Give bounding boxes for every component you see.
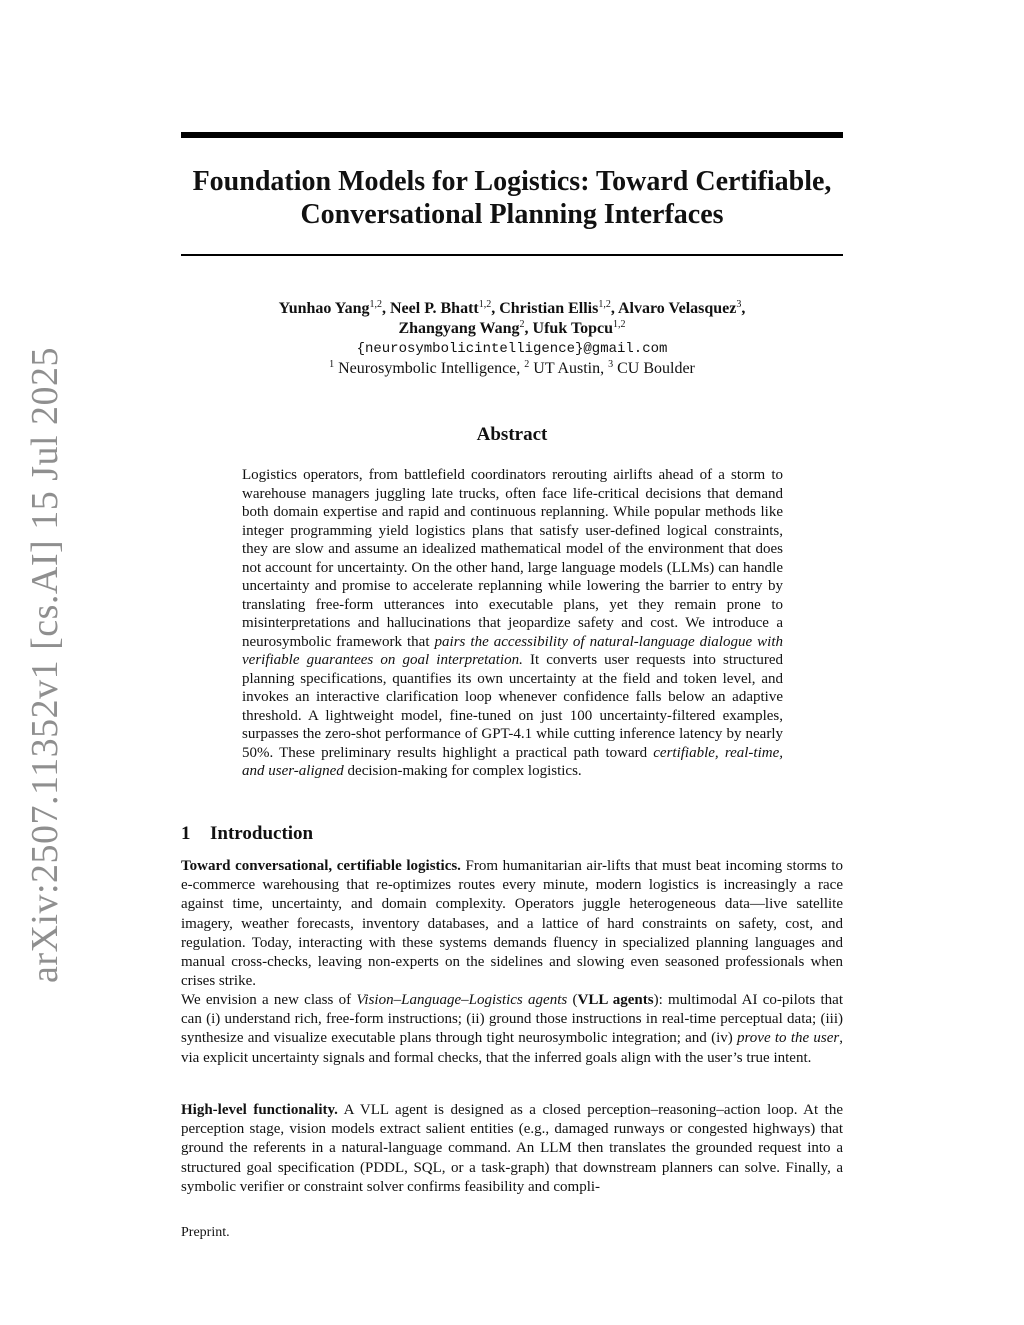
author-name: Yunhao Yang [278,300,370,317]
footer-note: Preprint. [181,1225,230,1240]
section-title: Introduction [210,823,314,844]
author-name: Christian Ellis [499,300,599,317]
author-name: Ufuk Topcu [532,320,614,337]
paragraph-lead: Toward conversational, certifiable logistics. [181,858,461,874]
author-affiliation-mark: 1,2 [598,299,611,310]
paragraph-lead: High-level functionality. [181,1102,338,1118]
author-line-1: Yunhao Yang$^{1,2}$, Neel P. Bhatt$^{1,2}$, Christian Ellis$^{1,2}$, Alvaro Velasquez$^3$, [278,299,746,317]
author-name: Neel P. Bhatt [389,300,479,317]
author-block [181,299,843,379]
author-affiliation-mark: 1,2 [478,299,492,310]
contact-email: {neurosymbolicintelligence}@gmail.com [356,341,668,357]
abstract-text: Logistics operators, from battlefield coordinators rerouting airlifts ahead of a storm to warehouse managers juggling late trucks, often face life-critical decisions that demand both domain expertise and rapid and continuous replanning. While popular methods like integer programming yield logistics plans that satisfy user-defined logical constraints, they are slow and assume an idealized mathematical model of the environment that does not account for uncertainty. On the other hand, large language models (LLMs) can handle uncertainty and promise to accelerate replanning while lowering the barrier to entry by translating free-form utterances into executable plans, yet they remain prone to misinterpretations and hallucinations that jeopardize safety and cost. We introduce a neurosymbolic framework that pairs the accessibility of natural-language dialogue with verifiable guarantees on goal interpretation. It converts user requests into structured planning specifications, quantifies its own uncertainty at the field and token level, and invokes an interactive clarification loop whenever confidence falls below an adaptive threshold. A lightweight model, fine-tuned on just 100 uncertainty-filtered examples, surpasses the zero-shot performance of GPT-4.1 while cutting inference latency by nearly 50%. These preliminary results highlight a practical path toward certifiable, real-time, and user-aligned decision-making for complex logistics. [242,467,784,779]
paragraph-emphasis: Vision–Language–Logistics agents [356,992,568,1008]
abstract-emphasis: pairs the accessibility of natural-language dialogue with verifiable guarantees on goal interpretation. [242,633,783,668]
title-bottom-rule [181,254,843,256]
paper-title-line-1: Foundation Models for Logistics: Toward Certifiable, [192,166,832,197]
abstract-heading: Abstract [476,424,548,445]
author-affiliation-mark: 1,2 [369,299,382,310]
paper-title [181,165,843,231]
section-heading-introduction [181,822,843,846]
author-affiliation-mark: 2 [519,319,525,330]
section-number: 1 [181,823,191,844]
intro-paragraph-1: Toward conversational, certifiable logistics. From humanitarian air-lifts that must beat incoming storms to e-commerce warehousing that re-optimizes routes every minute, modern logistics is increasingly a race against time, uncertainty, and domain complexity. Operators juggle heterogeneous data—live satellite imagery, weather forecasts, inventory databases, and a lattice of hard constraints on safety, cost, and regulation. Today, interacting with these systems demands fluency in specialized planning languages and manual cross-checks, leaving non-experts on the sidelines and slowing even seasoned professionals when crises strike. [181,858,843,990]
intro-paragraph-3: High-level functionality. A VLL agent is designed as a closed perception–reasoning–action loop. At the perception stage, vision models extract salient entities (e.g., damaged runways or congested highways) that ground the referents in a natural-language command. An LLM then translates the grounded request into a structured goal specification (PDDL, SQL, or a task-graph) that downstream planners can solve. Finally, a symbolic verifier or constraint solver confirms feasibility and compli- [181,1102,843,1195]
paper-title-line-2: Conversational Planning Interfaces [300,199,724,230]
author-line-2: Zhangyang Wang$^2$, Ufuk Topcu$^{1,2}$ [398,319,626,337]
author-name: Alvaro Velasquez [617,300,737,317]
paragraph-emphasis: prove to the user [737,1030,840,1047]
abstract-emphasis: certifiable, real-time, and user-aligned [242,744,783,779]
affiliations: $^1$ Neurosymbolic Intelligence, $^2$ UT Austin, $^3$ CU Boulder [329,359,695,377]
arxiv-identifier-stamp: arXiv:2507.11352v1 [cs.AI] 15 Jul 2025 [24,346,66,984]
author-name: Zhangyang Wang [398,320,520,337]
author-affiliation-mark: 3 [736,299,742,310]
title-top-rule [181,132,843,138]
paragraph-bold-term: VLL agents [577,992,654,1008]
author-affiliation-mark: 1,2 [613,319,626,330]
intro-paragraph-2: We envision a new class of Vision–Language–Logistics agents (VLL agents): multimodal AI co-pilots that can (i) understand rich, free-form instructions; (ii) ground those instructions in real-time perceptual data; (iii) synthesize and visualize executable plans through tight neurosymbolic integration; and (iv) prove to the user, via explicit uncertainty signals and formal checks, that the inferred goals align with the user’s true intent. [181,992,844,1066]
